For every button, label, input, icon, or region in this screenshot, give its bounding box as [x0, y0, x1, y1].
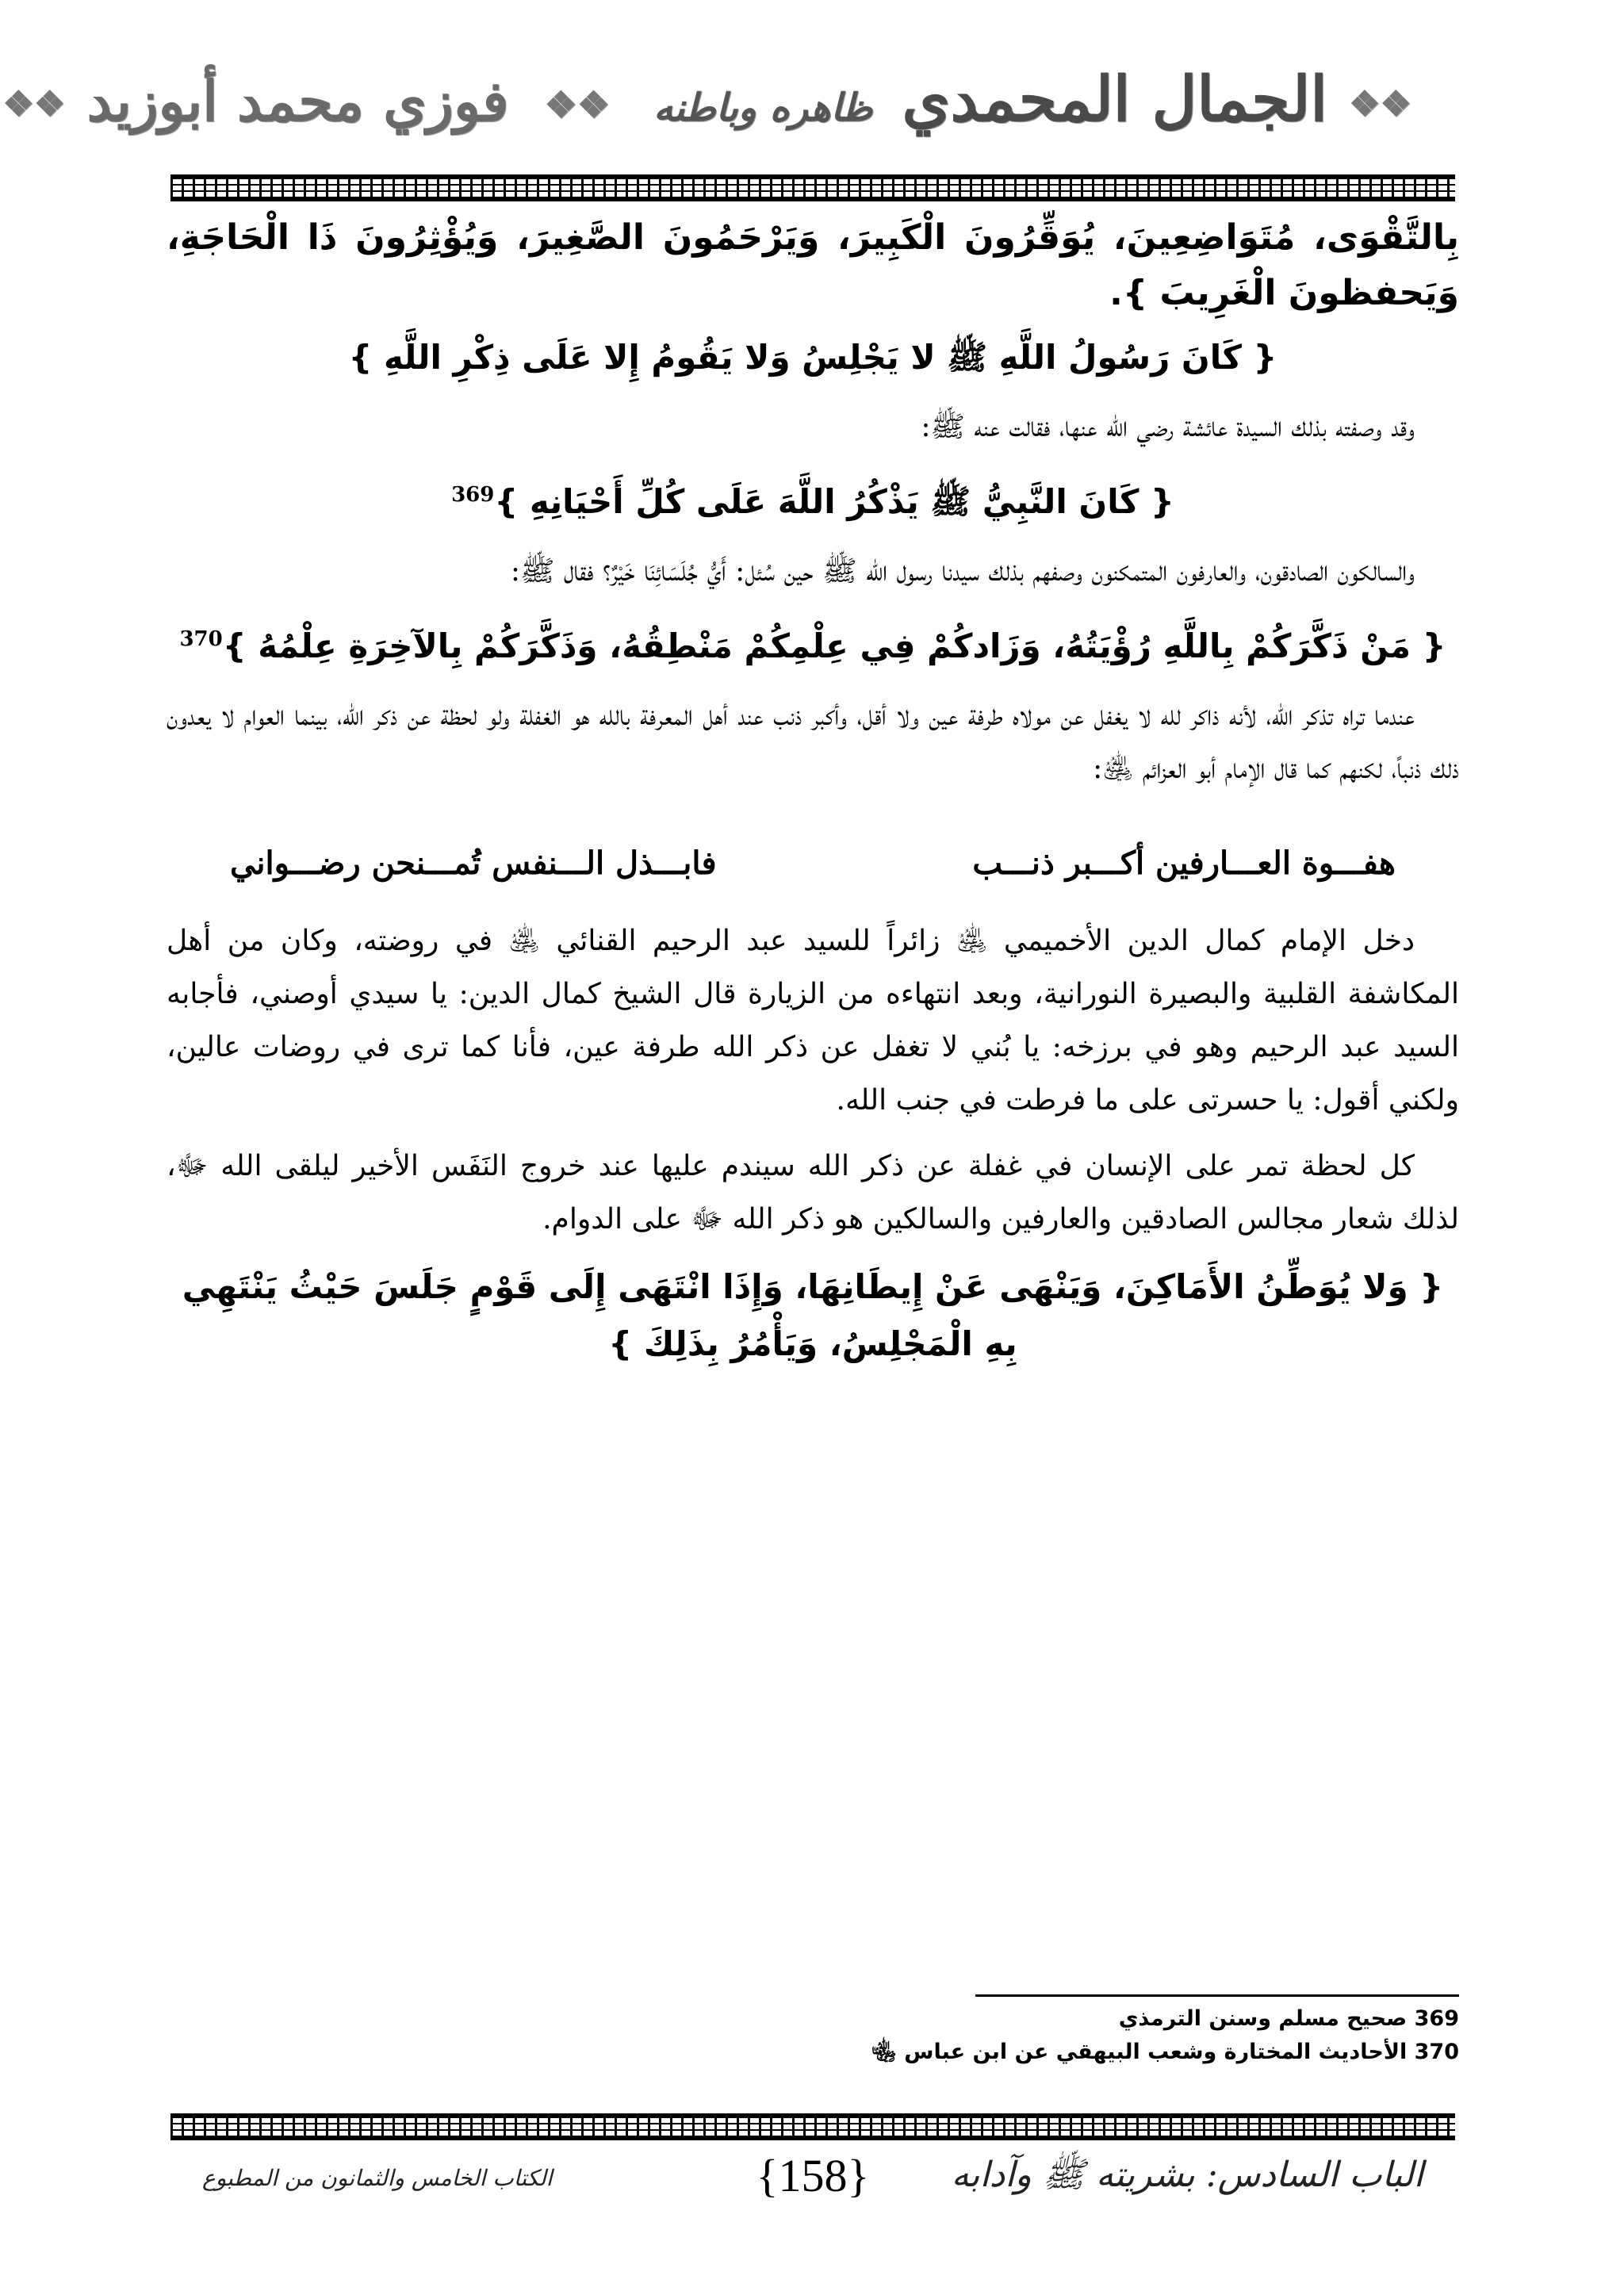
hadith-quote-2	[167, 466, 1459, 531]
footnote-ref-370: 370	[179, 627, 223, 651]
footnote-370: 370 الأحاديث المختارة وشعب البيهقي عن ابن عباس ﵄	[871, 2040, 1459, 2064]
page-footer	[170, 2149, 1455, 2228]
header-ornament-mid: ❖❖	[544, 82, 611, 126]
footnote-369: 369 صحيح مسلم وسنن الترمذي	[1118, 2006, 1459, 2031]
page-number: {158}	[756, 2150, 870, 2201]
hadith-quote-1: { كَانَ رَسُولُ اللَّهِ ﷺ لا يَجْلِسُ وَلا يَقُومُ إِلا عَلَى ذِكْرِ اللَّهِ }	[348, 338, 1277, 377]
poetry-verse	[230, 840, 1396, 887]
book-series-note: الكتاب الخامس والثمانون من المطبوع	[202, 2165, 553, 2191]
page-body	[167, 210, 1459, 1387]
paragraph-6	[167, 1140, 1459, 1246]
verse-first-hemistich: هفـــوة العـــارفين أكـــبر ذنـــب	[972, 845, 1396, 882]
verse-second-hemistich: فابـــذل الـــنفس تُمـــنحن رضـــواني	[230, 845, 717, 882]
paragraph-4-text: عندما تراه تذكر الله، لأنه ذاكر لله لا يغفل عن مولاه طرفة عين ولا أقل، وأكبر ذنب عند أهل المعرفة بالله هو الغفلة ولو لحظة عن ذكر الله، بينما العوام لا يعدون ذلك ذنباً، لكنهم كما قال الإمام أبو العزائم ﵁:	[167, 699, 1459, 785]
paragraph-2	[167, 400, 1459, 454]
header-title-line	[2, 63, 1411, 136]
hadith-3-text: { مَنْ ذَكَّرَكُمْ بِاللَّهِ رُؤْيَتُهُ، وَزَادكُمْ فِي عِلْمِكُمْ مَنْطِقُهُ، وَذَكَّرَكُمْ بِالآخِرَةِ عِلْمُهُ }	[222, 626, 1446, 665]
top-ornament-border	[170, 174, 1455, 201]
book-title: الجمال المحمدي	[902, 63, 1327, 136]
footnote-rule	[975, 1994, 1459, 1997]
paragraph-4	[167, 689, 1459, 795]
paragraph-5	[167, 914, 1459, 1127]
hadith-continuation: بِالتَّقْوَى، مُتَوَاضِعِينَ، يُوَقِّرُونَ الْكَبِيرَ، وَيَرْحَمُونَ الصَّغِيرَ، وَيُؤْثِرُونَ ذَا الْحَاجَةِ، وَيَحفظونَ الْغَرِيبَ }.	[167, 217, 1459, 313]
footnote-ref-369: 369	[451, 483, 495, 507]
book-author: فوزي محمد أبوزيد	[86, 68, 509, 134]
hadith-quote-3	[167, 611, 1459, 675]
hadith-2-text: { كَانَ النَّبِيُّ ﷺ يَذْكُرُ اللَّهَ عَلَى كُلِّ أَحْيَانِهِ }	[494, 482, 1174, 521]
header-ornament-right: ❖❖	[1349, 84, 1411, 125]
paragraph-3-text: والسالكون الصادقون، والعارفون المتمكنون وصفهم بذلك سيدنا رسول الله ﷺ حين سُئل: أَيُّ جُلَسَائِنَا خَيْرٌ؟ فقال ﷺ:	[510, 555, 1415, 588]
book-subtitle: ظاهره وباطنه	[653, 86, 873, 130]
paragraph-5-text: دخل الإمام كمال الدين الأخميمي ﵁ زائراً للسيد عبد الرحيم القنائي ﵁ في روضته، وكان من أهل المكاشفة القلبية والبصيرة النورانية، وبعد انتهاءه من الزيارة قال الشيخ كمال الدين: يا سيدي أوصني، فأجابه السيد عبد الرحيم وهو في برزخه: يا بُني لا تغفل عن ذكر الله طرفة عين، فأنا كما ترى في روضات عالين، ولكني أقول: يا حسرتى على ما فرطت في جنب الله.	[167, 925, 1459, 1117]
header-ornament-left: ❖❖	[2, 84, 66, 125]
bottom-ornament-border	[170, 2113, 1455, 2140]
paragraph-2-text: وقد وصفته بذلك السيدة عائشة رضي الله عنها، فقالت عنه ﷺ:	[921, 411, 1415, 443]
paragraph-6-text: كل لحظة تمر على الإنسان في غفلة عن ذكر الله سيندم عليها عند خروج النَفَس الأخير ليلقى الله ﷻ، لذلك شعار مجالس الصادقين والعارفين والسالكين هو ذكر الله ﷻ على الدوام.	[167, 1150, 1459, 1236]
footnotes	[666, 2002, 1459, 2069]
hadith-quote-4: { وَلا يُوَطِّنُ الأَمَاكِنَ، وَيَنْهَى عَنْ إِيطَانِهَا، وَإِذَا انْتَهَى إِلَى قَوْمٍ جَلَسَ حَيْثُ يَنْتَهِي بِهِ الْمَجْلِسُ، وَيَأْمُرُ بِذَلِكَ }	[182, 1267, 1444, 1363]
paragraph-3	[167, 545, 1459, 598]
page-header	[2, 56, 1411, 174]
chapter-title: الباب السادس: بشريته ﷺ وآدابه	[951, 2155, 1423, 2195]
